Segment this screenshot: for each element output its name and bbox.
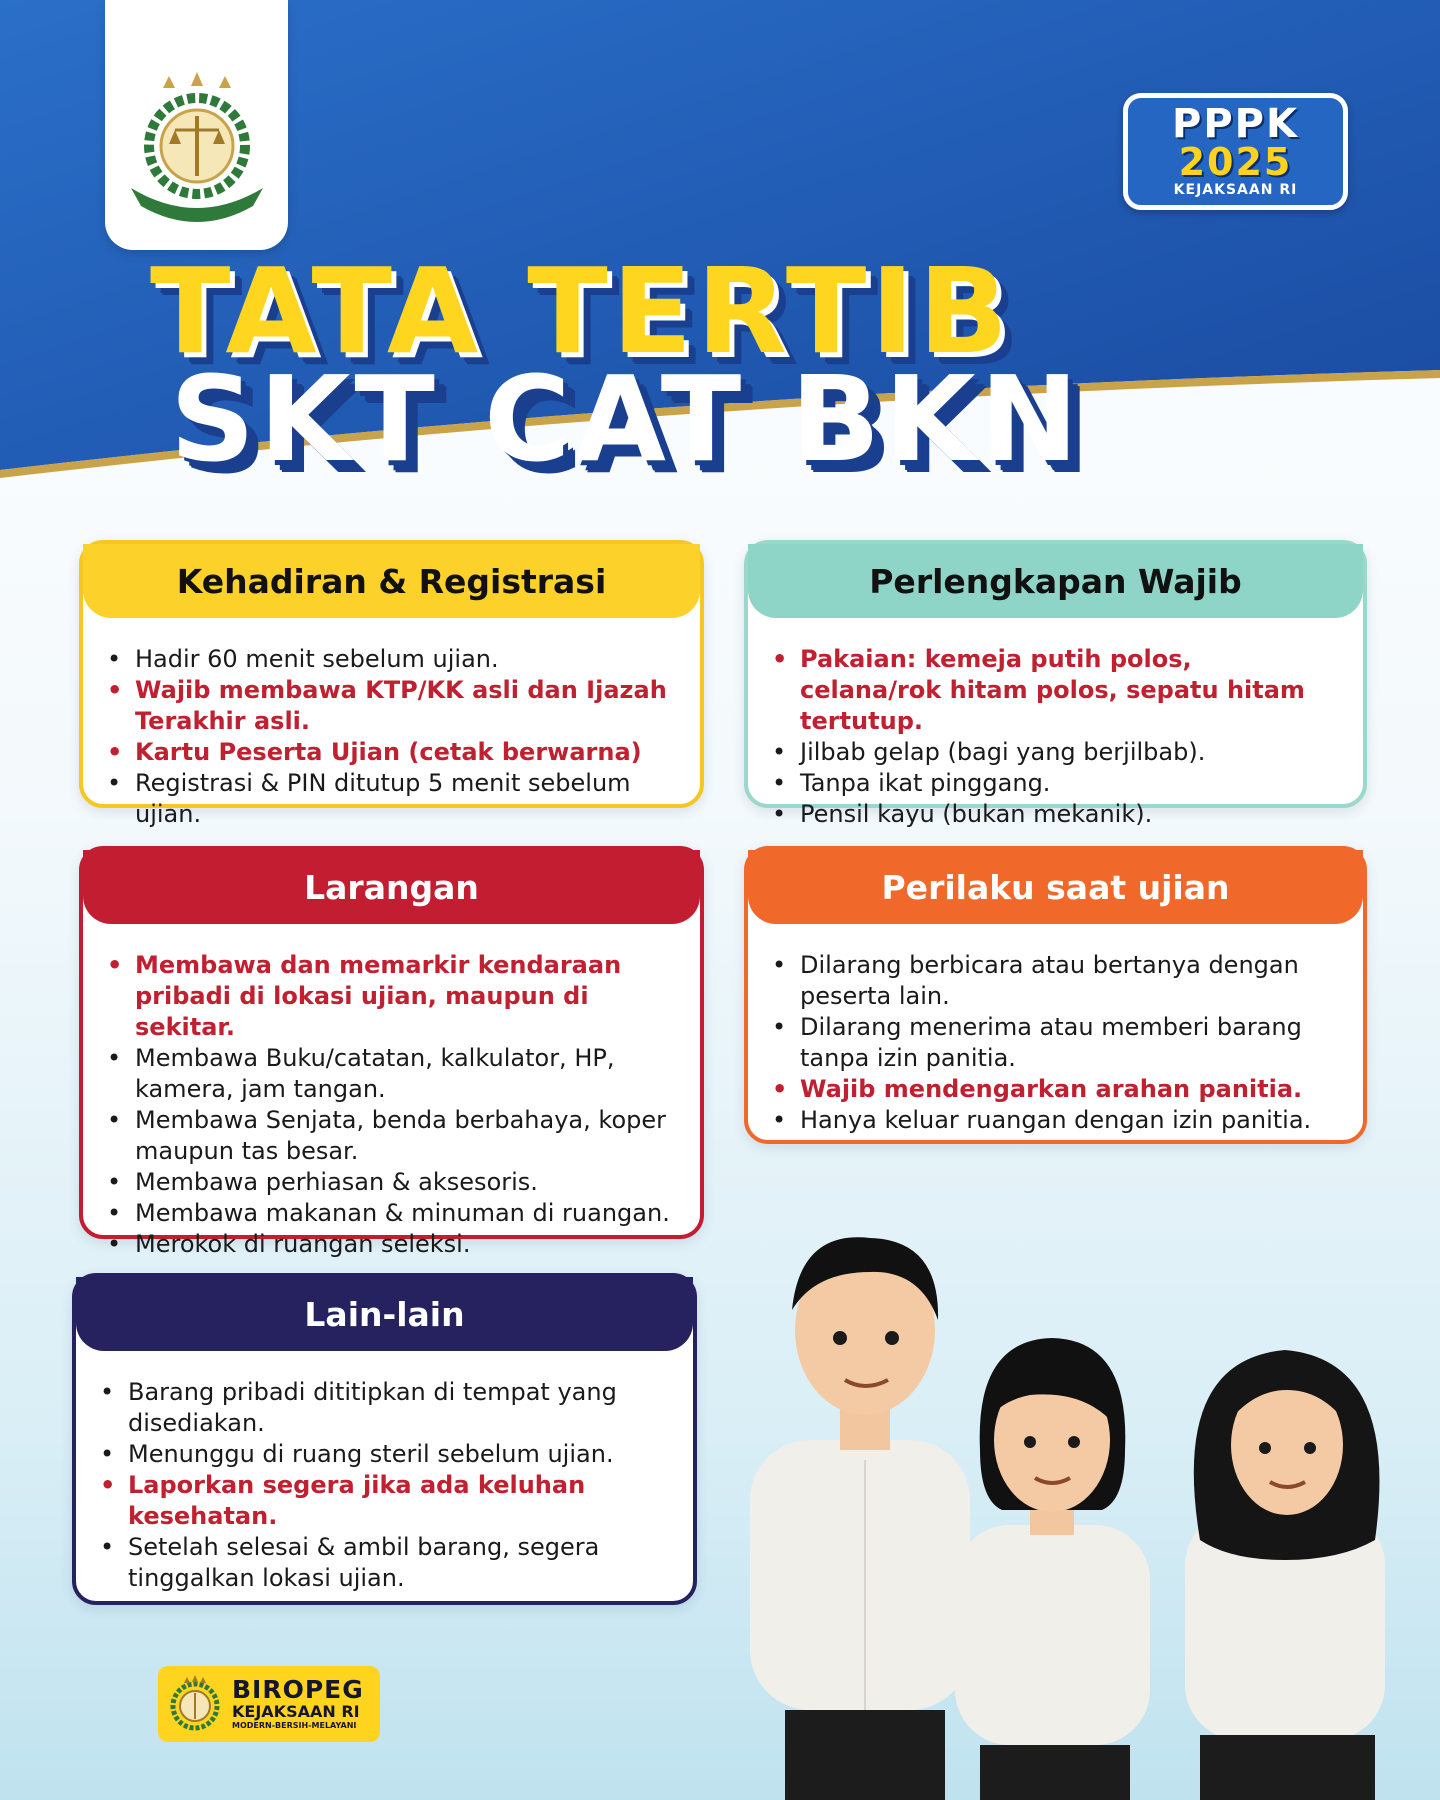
footer-line2: KEJAKSAAN RI: [232, 1702, 360, 1721]
list-item: • Registrasi & PIN ditutup 5 menit sebelum ujian.: [107, 768, 676, 830]
footer-line3: MODERN-BERSIH-MELAYANI: [232, 1721, 357, 1730]
list-item: • Membawa perhiasan & aksesoris.: [107, 1167, 676, 1198]
card-title: Kehadiran & Registrasi: [83, 544, 700, 618]
card-list: [748, 618, 1363, 830]
list-item-highlight: • Laporkan segera jika ada keluhan kesehatan.: [100, 1470, 669, 1532]
kejaksaan-emblem-tab: [105, 0, 288, 250]
badge-line2: 2025: [1178, 140, 1293, 184]
list-item: • Setelah selesai & ambil barang, segera tinggalkan lokasi ujian.: [100, 1532, 669, 1594]
card-list: [83, 924, 700, 1260]
card-title: Larangan: [83, 850, 700, 924]
biropeg-footer-logo: [158, 1666, 380, 1742]
woman-hijab-figure: [1185, 1350, 1385, 1800]
list-item: • Membawa Senjata, benda berbahaya, koper maupun tas besar.: [107, 1105, 676, 1167]
card-title: Perilaku saat ujian: [748, 850, 1363, 924]
pppk-2025-badge: [1123, 93, 1348, 210]
participants-illustration: [730, 1210, 1420, 1800]
card-perlengkapan-wajib: [744, 540, 1367, 828]
list-item: • Hanya keluar ruangan dengan izin panitia.: [772, 1105, 1339, 1136]
card-list: [748, 924, 1363, 1136]
page-title-line2: SKT CAT BKN: [170, 350, 1083, 488]
card-list: [76, 1351, 693, 1594]
card-kehadiran-registrasi: [79, 540, 704, 828]
card-title: Lain-lain: [76, 1277, 693, 1351]
list-item: • Dilarang menerima atau memberi barang tanpa izin panitia.: [772, 1012, 1339, 1074]
list-item: • Hadir 60 menit sebelum ujian.: [107, 644, 676, 675]
list-item: • Jilbab gelap (bagi yang berjilbab).: [772, 737, 1339, 768]
list-item: • Barang pribadi dititipkan di tempat yang disediakan.: [100, 1377, 669, 1439]
card-title: Perlengkapan Wajib: [748, 544, 1363, 618]
card-larangan: [79, 846, 704, 1258]
list-item: • Merokok di ruangan seleksi.: [107, 1229, 676, 1260]
list-item: • Dilarang berbicara atau bertanya dengan peserta lain.: [772, 950, 1339, 1012]
man-figure: [750, 1237, 970, 1800]
card-lain-lain: [72, 1273, 697, 1605]
badge-line1: PPPK: [1172, 101, 1299, 147]
list-item: • Tanpa ikat pinggang.: [772, 768, 1339, 799]
list-item: • Menunggu di ruang steril sebelum ujian.: [100, 1439, 669, 1470]
list-item-highlight: • Wajib membawa KTP/KK asli dan Ijazah Terakhir asli.: [107, 675, 676, 737]
list-item: • Membawa Buku/catatan, kalkulator, HP, kamera, jam tangan.: [107, 1043, 676, 1105]
kejaksaan-emblem-small-icon: [166, 1675, 224, 1733]
list-item-highlight: • Kartu Peserta Ujian (cetak berwarna): [107, 737, 676, 768]
list-item: • Membawa makanan & minuman di ruangan.: [107, 1198, 676, 1229]
card-perilaku-saat-ujian: [744, 846, 1367, 1144]
list-item-highlight: • Wajib mendengarkan arahan panitia.: [772, 1074, 1339, 1105]
card-list: [83, 618, 700, 830]
list-item: • Pensil kayu (bukan mekanik).: [772, 799, 1339, 830]
page-title-line1: TATA TERTIB: [150, 242, 1013, 380]
badge-line3: KEJAKSAAN RI: [1173, 182, 1298, 198]
kejaksaan-emblem-icon: [123, 68, 270, 228]
footer-line1: BIROPEG: [232, 1675, 364, 1704]
woman-short-hair-figure: [955, 1338, 1150, 1800]
list-item-highlight: • Membawa dan memarkir kendaraan pribadi di lokasi ujian, maupun di sekitar.: [107, 950, 676, 1043]
list-item-highlight: • Pakaian: kemeja putih polos, celana/rok hitam polos, sepatu hitam tertutup.: [772, 644, 1339, 737]
